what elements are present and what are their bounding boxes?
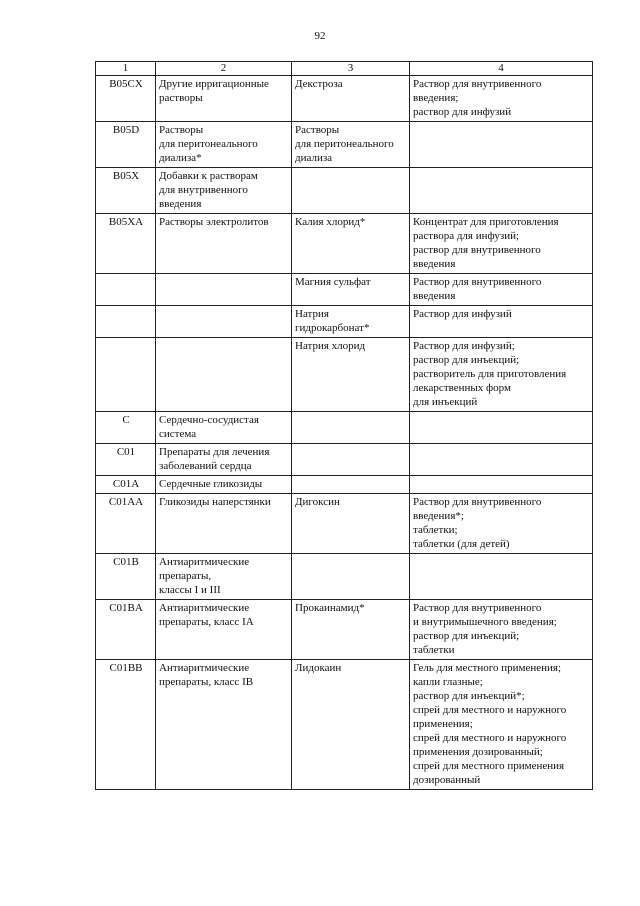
group-name-cell: Антиаритмические препараты, класс IB bbox=[156, 660, 292, 790]
table-row bbox=[96, 214, 593, 274]
atc-code-cell: C01AA bbox=[96, 494, 156, 554]
group-name-cell: Растворы для перитонеального диализа* bbox=[156, 122, 292, 168]
table-row bbox=[96, 600, 593, 660]
drug-name-cell: Магния сульфат bbox=[292, 274, 410, 306]
group-name-cell: Препараты для лечения заболеваний сердца bbox=[156, 444, 292, 476]
table-row bbox=[96, 660, 593, 790]
atc-code-cell bbox=[96, 306, 156, 338]
group-name-cell bbox=[156, 306, 292, 338]
dosage-form-cell: Раствор для внутривенного введения bbox=[410, 274, 593, 306]
dosage-form-cell: Гель для местного применения; капли глазные; раствор для инъекций*; спрей для местного и наружного применения; спрей для местного и наружного применения дозированный; спрей для местного применения дозированный bbox=[410, 660, 593, 790]
table-body bbox=[96, 62, 593, 790]
drug-name-cell bbox=[292, 168, 410, 214]
table-row bbox=[96, 306, 593, 338]
group-name-cell: Гликозиды наперстянки bbox=[156, 494, 292, 554]
drug-name-cell: Натрия гидрокарбонат* bbox=[292, 306, 410, 338]
dosage-form-cell bbox=[410, 554, 593, 600]
dosage-form-cell: Раствор для инфузий; раствор для инъекций; растворитель для приготовления лекарственных форм для инъекций bbox=[410, 338, 593, 412]
dosage-form-cell bbox=[410, 168, 593, 214]
dosage-form-cell: Раствор для внутривенного введения; раствор для инфузий bbox=[410, 76, 593, 122]
group-name-cell: Другие ирригационные растворы bbox=[156, 76, 292, 122]
drug-name-cell bbox=[292, 554, 410, 600]
dosage-form-cell: Раствор для внутривенного введения*; таблетки; таблетки (для детей) bbox=[410, 494, 593, 554]
page-number: 92 bbox=[314, 30, 326, 42]
group-name-cell bbox=[156, 274, 292, 306]
drug-name-cell: Калия хлорид* bbox=[292, 214, 410, 274]
table-row bbox=[96, 338, 593, 412]
dosage-form-cell bbox=[410, 412, 593, 444]
dosage-form-cell bbox=[410, 444, 593, 476]
atc-code-cell: B05X bbox=[96, 168, 156, 214]
atc-code-cell: C01BA bbox=[96, 600, 156, 660]
table-row bbox=[96, 274, 593, 306]
table-row bbox=[96, 76, 593, 122]
atc-code-cell: B05D bbox=[96, 122, 156, 168]
drug-name-cell bbox=[292, 476, 410, 494]
group-name-cell: Сердечные гликозиды bbox=[156, 476, 292, 494]
group-name-cell: Антиаритмические препараты, классы I и III bbox=[156, 554, 292, 600]
atc-code-cell: C01B bbox=[96, 554, 156, 600]
dosage-form-cell: Раствор для инфузий bbox=[410, 306, 593, 338]
column-number-2: 2 bbox=[156, 62, 292, 76]
table-row bbox=[96, 444, 593, 476]
table-row bbox=[96, 494, 593, 554]
table-row bbox=[96, 476, 593, 494]
dosage-form-cell: Концентрат для приготовления раствора для инфузий; раствор для внутривенного введения bbox=[410, 214, 593, 274]
drug-name-cell: Лидокаин bbox=[292, 660, 410, 790]
atc-code-cell bbox=[96, 338, 156, 412]
group-name-cell: Добавки к растворам для внутривенного введения bbox=[156, 168, 292, 214]
table-row bbox=[96, 554, 593, 600]
group-name-cell bbox=[156, 338, 292, 412]
drug-table bbox=[95, 61, 593, 790]
dosage-form-cell bbox=[410, 476, 593, 494]
drug-name-cell bbox=[292, 444, 410, 476]
dosage-form-cell bbox=[410, 122, 593, 168]
atc-code-cell: C01A bbox=[96, 476, 156, 494]
drug-name-cell bbox=[292, 412, 410, 444]
drug-name-cell: Растворы для перитонеального диализа bbox=[292, 122, 410, 168]
column-number-1: 1 bbox=[96, 62, 156, 76]
atc-code-cell: B05XA bbox=[96, 214, 156, 274]
group-name-cell: Антиаритмические препараты, класс IA bbox=[156, 600, 292, 660]
drug-name-cell: Прокаинамид* bbox=[292, 600, 410, 660]
atc-code-cell: C01 bbox=[96, 444, 156, 476]
group-name-cell: Растворы электролитов bbox=[156, 214, 292, 274]
column-number-3: 3 bbox=[292, 62, 410, 76]
atc-code-cell bbox=[96, 274, 156, 306]
table-row bbox=[96, 122, 593, 168]
atc-code-cell: C bbox=[96, 412, 156, 444]
drug-name-cell: Дигоксин bbox=[292, 494, 410, 554]
drug-name-cell: Натрия хлорид bbox=[292, 338, 410, 412]
table-row bbox=[96, 168, 593, 214]
group-name-cell: Сердечно-сосудистая система bbox=[156, 412, 292, 444]
table-header-row bbox=[96, 62, 593, 76]
column-number-4: 4 bbox=[410, 62, 593, 76]
atc-code-cell: C01BB bbox=[96, 660, 156, 790]
atc-code-cell: B05CX bbox=[96, 76, 156, 122]
table-row bbox=[96, 412, 593, 444]
dosage-form-cell: Раствор для внутривенного и внутримышечного введения; раствор для инъекций; таблетки bbox=[410, 600, 593, 660]
drug-name-cell: Декстроза bbox=[292, 76, 410, 122]
